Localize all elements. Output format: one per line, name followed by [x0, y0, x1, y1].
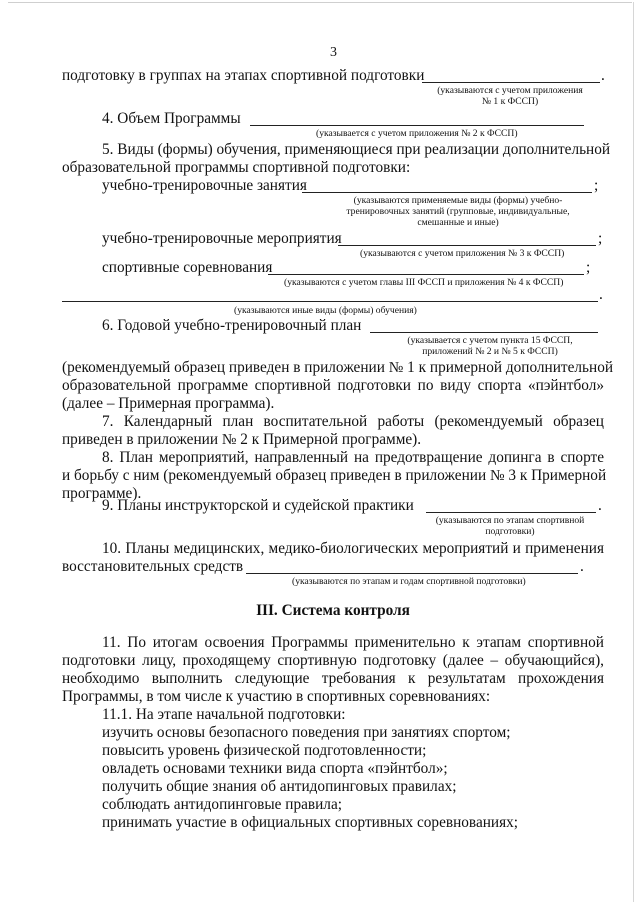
text-line: 11.1. На этапе начальной подготовки: [102, 706, 346, 723]
text-line: 10. Планы медицинских, медико-биологических мероприятий и применения [102, 540, 604, 557]
fill-in-line [426, 512, 596, 513]
text-line: 6. Годовой учебно-тренировочный план [102, 317, 362, 334]
punctuation: . [601, 67, 605, 84]
text-line: приведен в приложении № 2 к Примерной программе). [62, 431, 422, 448]
text-line: (далее – Примерная программа). [62, 395, 275, 412]
text-line: необходимо выполнить следующие требования к результатам прохождения [62, 670, 604, 687]
text-line: и борьбу с ним (рекомендуемый образец приведен в приложении № 3 к Примерной [62, 467, 607, 484]
field-hint: № 1 к ФССП) [481, 96, 539, 107]
text-line: образовательной программы спортивной подготовки: [62, 159, 411, 176]
text-line: 11. По итогам освоения Программы применительно к этапам спортивной [102, 634, 604, 651]
field-hint: (указываются применяемые виды (формы) учебно- [353, 195, 563, 206]
text-line: 9. Планы инструкторской и судейской практики [102, 497, 414, 514]
text-line: подготовки лицу, проходящему спортивную подготовку (далее – обучающийся), [62, 652, 604, 669]
fill-in-line [246, 573, 578, 574]
punctuation: ; [594, 177, 599, 194]
field-hint: (указываются с учетом приложения [437, 85, 583, 96]
punctuation: ; [598, 230, 603, 247]
field-hint: подготовки) [485, 526, 535, 537]
field-hint: (указывается с учетом пункта 15 ФССП, [407, 335, 573, 346]
fill-in-line [338, 245, 596, 246]
punctuation: . [580, 558, 584, 575]
text-line: 8. План мероприятий, направленный на предотвращение допинга в спорте [102, 449, 604, 466]
fill-in-line [370, 332, 598, 333]
field-hint: (указываются иные виды (формы) обучения) [234, 305, 417, 316]
field-hint: (указывается с учетом приложения № 2 к ФССП) [316, 128, 518, 139]
fill-in-line [268, 274, 584, 275]
field-hint: (указываются с учетом главы III ФССП и приложения № 4 к ФССП) [284, 277, 564, 288]
punctuation: . [599, 286, 603, 303]
text-line: учебно-тренировочные занятия [102, 177, 307, 194]
fill-in-line [302, 192, 592, 193]
field-hint: смешанные и иные) [417, 217, 499, 228]
fill-in-line [62, 301, 598, 302]
list-item: получить общие знания об антидопинговых правилах; [102, 778, 457, 795]
text-line: 7. Календарный план воспитательной работы (рекомендуемый образец [102, 413, 604, 430]
field-hint: тренировочных занятий (групповые, индивидуальные, [346, 206, 570, 217]
scan-top-edge [8, 2, 632, 3]
section-heading: III. Система контроля [256, 602, 410, 619]
fill-in-line [250, 125, 584, 126]
text-line: 5. Виды (формы) обучения, применяющиеся при реализации дополнительной [102, 141, 611, 158]
field-hint: (указываются с учетом приложения № 3 к ФССП) [360, 248, 565, 259]
list-item: соблюдать антидопинговые правила; [102, 796, 342, 813]
punctuation: . [598, 497, 602, 514]
text-line: образовательной программе спортивной подготовки по виду спорта «пэйнтбол» [62, 377, 604, 394]
scan-right-edge [633, 2, 634, 902]
list-item: повысить уровень физической подготовленности; [102, 742, 427, 759]
text-line: Программы, в том числе к участию в спортивных соревнованиях: [62, 688, 491, 705]
text-line: (рекомендуемый образец приведен в приложении № 1 к примерной дополнительной [62, 359, 614, 376]
list-item: овладеть основами техники вида спорта «пэйнтбол»; [102, 760, 448, 777]
field-hint: приложений № 2 и № 5 к ФССП) [422, 346, 558, 357]
field-hint: (указываются по этапам и годам спортивной подготовки) [292, 576, 526, 587]
text-line: программе). [62, 485, 142, 502]
text-line: спортивные соревнования [102, 259, 273, 276]
list-item: принимать участие в официальных спортивных соревнованиях; [102, 814, 519, 831]
text-line: 4. Объем Программы [102, 110, 241, 127]
field-hint: (указываются по этапам спортивной [435, 515, 585, 526]
punctuation: ; [586, 259, 591, 276]
text-line: учебно-тренировочные мероприятия [102, 230, 342, 247]
fill-in-line [422, 82, 600, 83]
text-line: подготовку в группах на этапах спортивной подготовки [62, 67, 425, 84]
page-number: 3 [330, 45, 337, 60]
text-line: восстановительных средств [62, 558, 244, 575]
list-item: изучить основы безопасного поведения при занятиях спортом; [102, 724, 511, 741]
